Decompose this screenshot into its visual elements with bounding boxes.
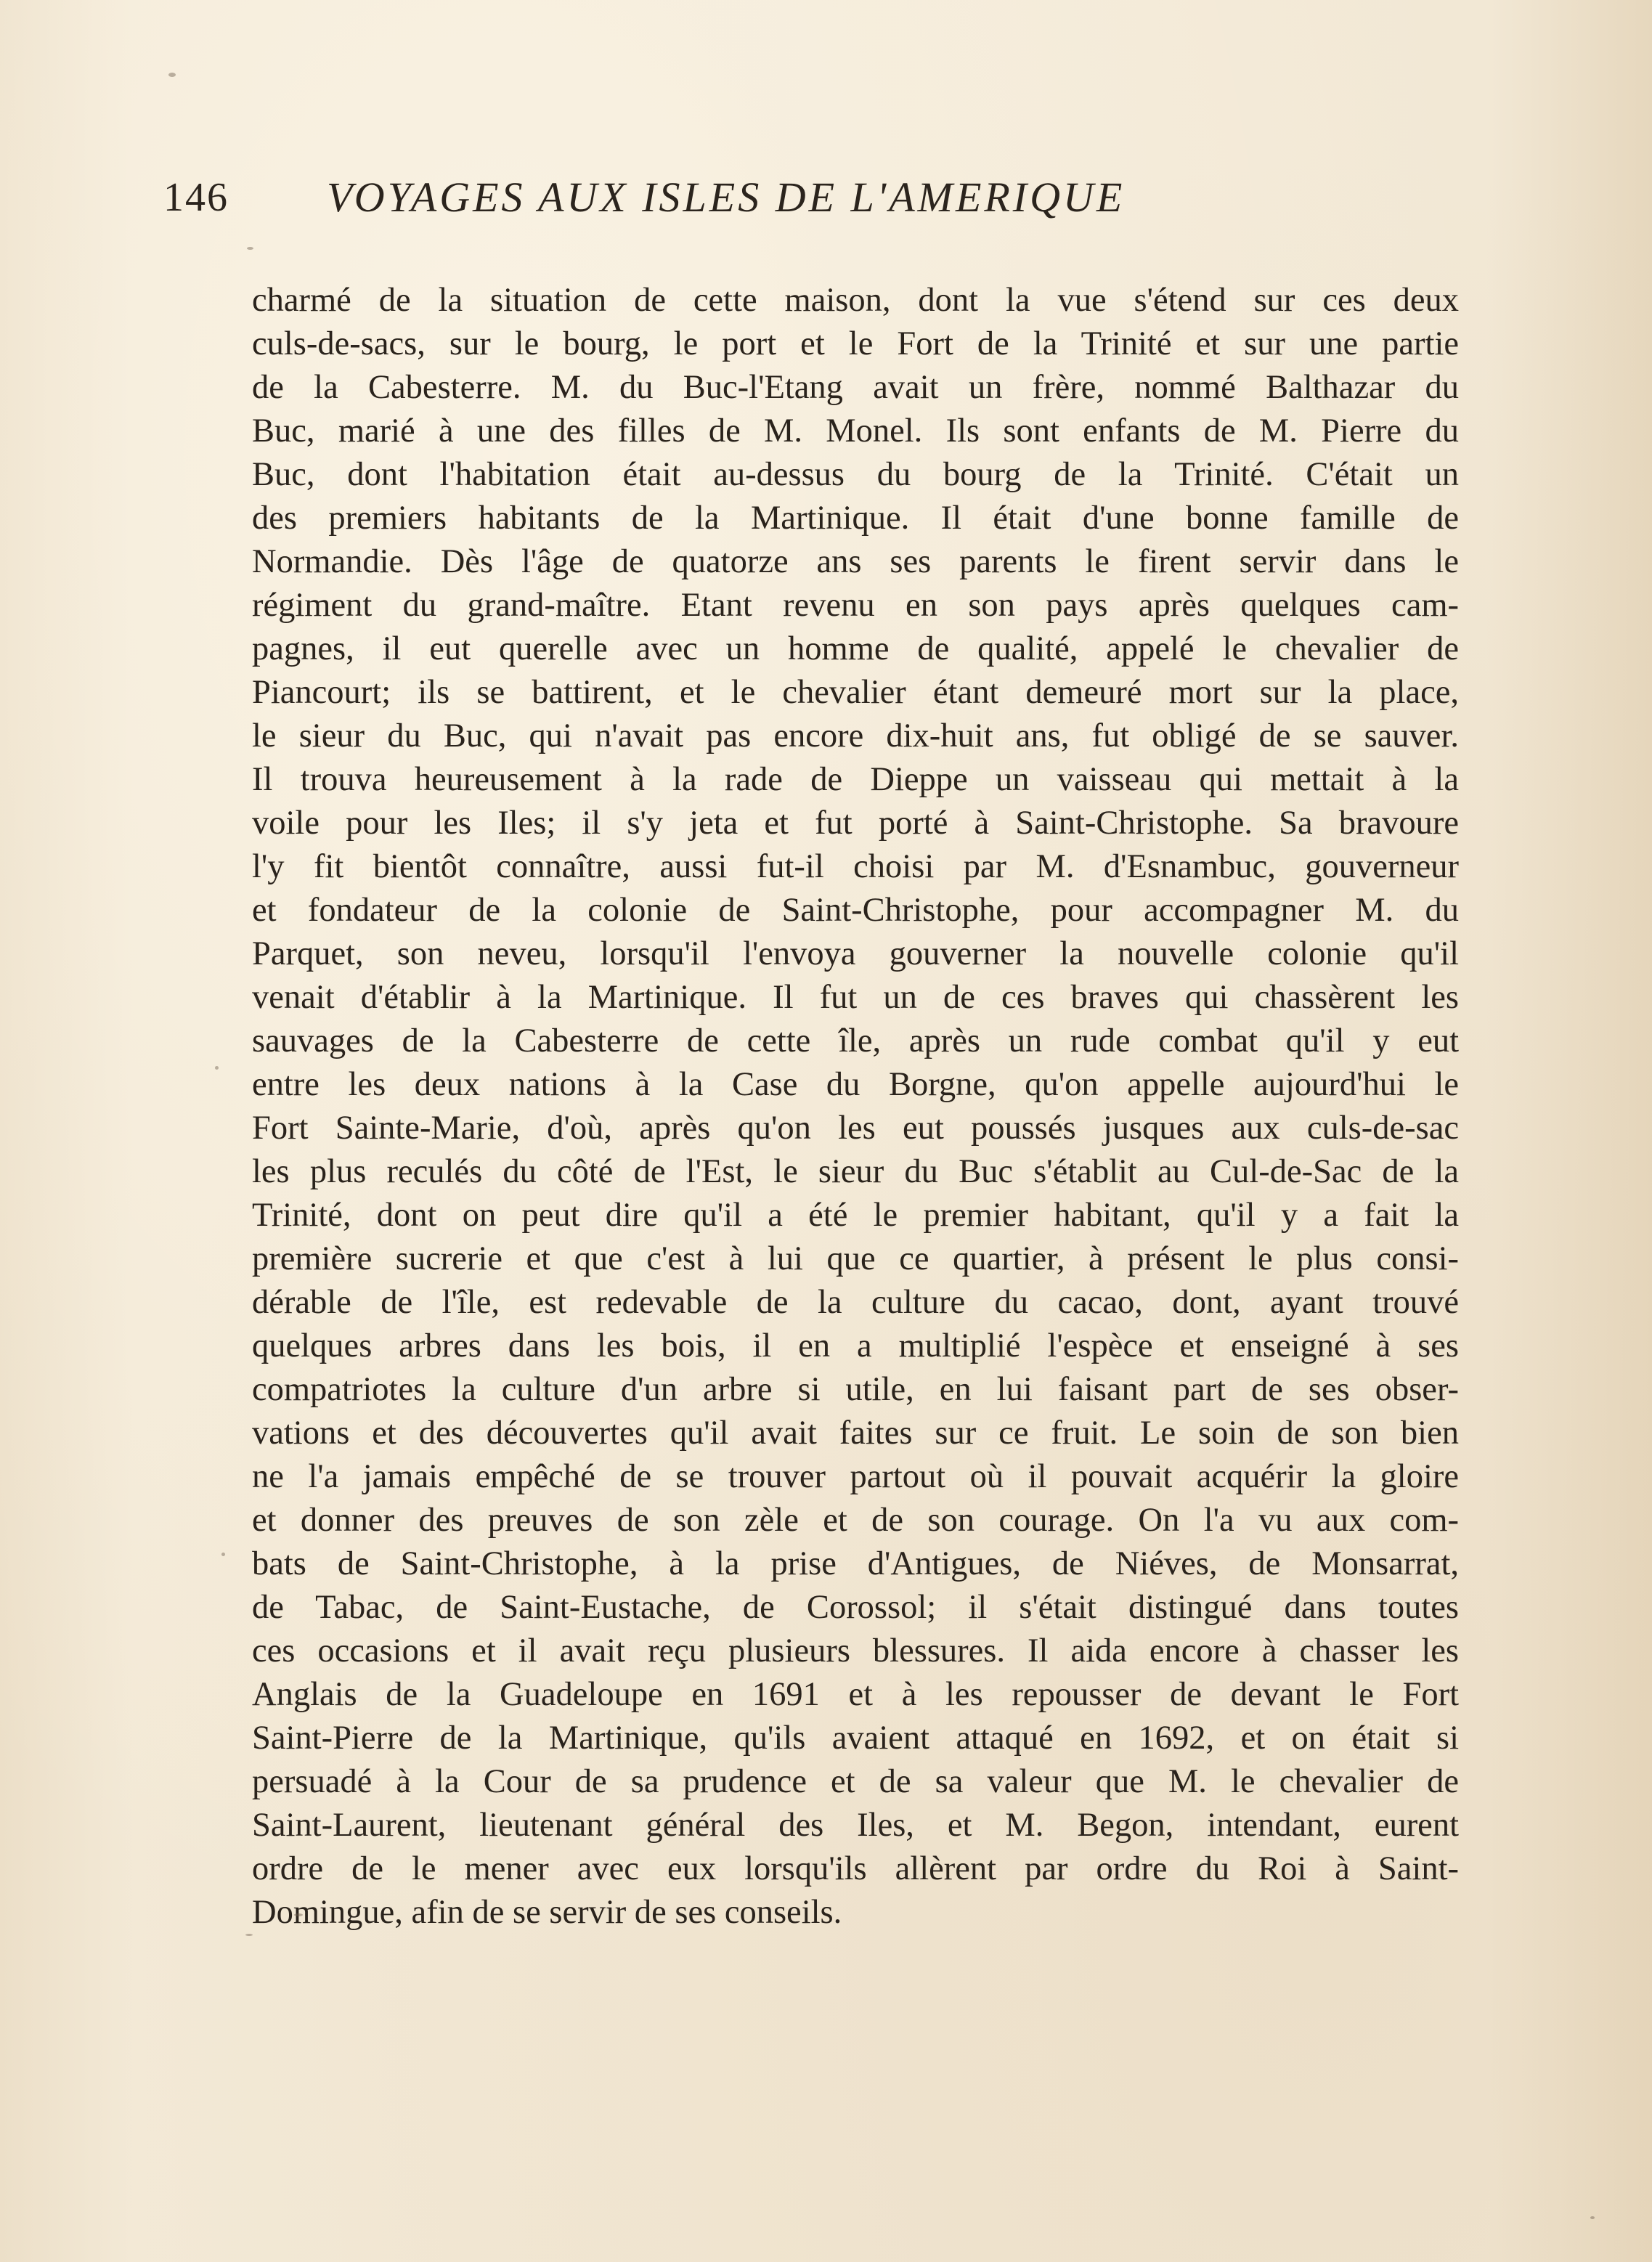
text-line: dérable de l'île, est redevable de la culture du cacao, dont, ayant trouvé xyxy=(252,1284,1459,1321)
text-line: et fondateur de la colonie de Saint-Christophe, pour accompagner M. du xyxy=(252,892,1459,929)
paper-speck xyxy=(221,1553,225,1556)
text-line: voile pour les Iles; il s'y jeta et fut porté à Saint-Christophe. Sa bravoure xyxy=(252,805,1459,842)
text-line: Trinité, dont on peut dire qu'il a été le premier habitant, qu'il y a fait la xyxy=(252,1197,1459,1234)
text-line: pagnes, il eut querelle avec un homme de qualité, appelé le chevalier de xyxy=(252,630,1459,667)
text-line: culs-de-sacs, sur le bourg, le port et le Fort de la Trinité et sur une partie xyxy=(252,325,1459,362)
text-line: charmé de la situation de cette maison, dont la vue s'étend sur ces deux xyxy=(252,282,1459,319)
paper-speck xyxy=(1590,2216,1595,2219)
text-line: le sieur du Buc, qui n'avait pas encore dix-huit ans, fut obligé de se sauver. xyxy=(252,717,1459,754)
running-title: VOYAGES AUX ISLES DE L'AMERIQUE xyxy=(327,174,1126,221)
text-line: persuadé à la Cour de sa prudence et de sa valeur que M. le chevalier de xyxy=(252,1763,1459,1800)
text-line: Buc, marié à une des filles de M. Monel. Ils sont enfants de M. Pierre du xyxy=(252,412,1459,449)
text-line: Saint-Laurent, lieutenant général des Iles, et M. Begon, intendant, eurent xyxy=(252,1807,1459,1844)
text-line: de la Cabesterre. M. du Buc-l'Etang avait un frère, nommé Balthazar du xyxy=(252,369,1459,406)
text-line: de Tabac, de Saint-Eustache, de Corossol; il s'était distingué dans toutes xyxy=(252,1589,1459,1626)
text-line: première sucrerie et que c'est à lui que ce quartier, à présent le plus consi- xyxy=(252,1240,1459,1277)
text-line: Piancourt; ils se battirent, et le chevalier étant demeuré mort sur la place, xyxy=(252,674,1459,711)
page-header xyxy=(163,168,1463,227)
text-line: Saint-Pierre de la Martinique, qu'ils avaient attaqué en 1692, et on était si xyxy=(252,1720,1459,1757)
paper-speck xyxy=(294,1913,303,1916)
text-line: Fort Sainte-Marie, d'où, après qu'on les eut poussés jusques aux culs-de-sac xyxy=(252,1110,1459,1147)
text-line: l'y fit bientôt connaître, aussi fut-il choisi par M. d'Esnambuc, gouverneur xyxy=(252,848,1459,885)
text-line: Parquet, son neveu, lorsqu'il l'envoya gouverner la nouvelle colonie qu'il xyxy=(252,935,1459,972)
text-line: Il trouva heureusement à la rade de Dieppe un vaisseau qui mettait à la xyxy=(252,761,1459,798)
text-line: quelques arbres dans les bois, il en a multiplié l'espèce et enseigné à ses xyxy=(252,1327,1459,1364)
text-line: et donner des preuves de son zèle et de son courage. On l'a vu aux com- xyxy=(252,1502,1459,1539)
text-line: venait d'établir à la Martinique. Il fut un de ces braves qui chassèrent les xyxy=(252,979,1459,1016)
text-line-last: Domingue, afin de se servir de ses conseils. xyxy=(252,1894,842,1931)
text-line: ordre de le mener avec eux lorsqu'ils allèrent par ordre du Roi à Saint- xyxy=(252,1850,1459,1887)
text-line: Normandie. Dès l'âge de quatorze ans ses parents le firent servir dans le xyxy=(252,543,1459,580)
paper-speck xyxy=(247,247,253,250)
text-line: entre les deux nations à la Case du Borgne, qu'on appelle aujourd'hui le xyxy=(252,1066,1459,1103)
text-line: régiment du grand-maître. Etant revenu en son pays après quelques cam- xyxy=(252,587,1459,624)
paper-speck xyxy=(245,1934,253,1936)
paper-speck xyxy=(215,1066,219,1070)
page-number: 146 xyxy=(163,175,229,220)
text-line: bats de Saint-Christophe, à la prise d'Antigues, de Niéves, de Monsarrat, xyxy=(252,1545,1459,1582)
text-line: ne l'a jamais empêché de se trouver partout où il pouvait acquérir la gloire xyxy=(252,1458,1459,1495)
text-line: des premiers habitants de la Martinique. Il était d'une bonne famille de xyxy=(252,500,1459,537)
text-line: compatriotes la culture d'un arbre si utile, en lui faisant part de ses obser- xyxy=(252,1371,1459,1408)
paper-speck xyxy=(168,73,176,77)
text-line: ces occasions et il avait reçu plusieurs blessures. Il aida encore à chasser les xyxy=(252,1632,1459,1669)
text-line: vations et des découvertes qu'il avait faites sur ce fruit. Le soin de son bien xyxy=(252,1415,1459,1452)
text-line: les plus reculés du côté de l'Est, le sieur du Buc s'établit au Cul-de-Sac de la xyxy=(252,1153,1459,1190)
text-line: Buc, dont l'habitation était au-dessus du bourg de la Trinité. C'était un xyxy=(252,456,1459,493)
text-line: Anglais de la Guadeloupe en 1691 et à les repousser de devant le Fort xyxy=(252,1676,1459,1713)
body-text xyxy=(252,279,1459,1935)
text-line: sauvages de la Cabesterre de cette île, après un rude combat qu'il y eut xyxy=(252,1022,1459,1059)
